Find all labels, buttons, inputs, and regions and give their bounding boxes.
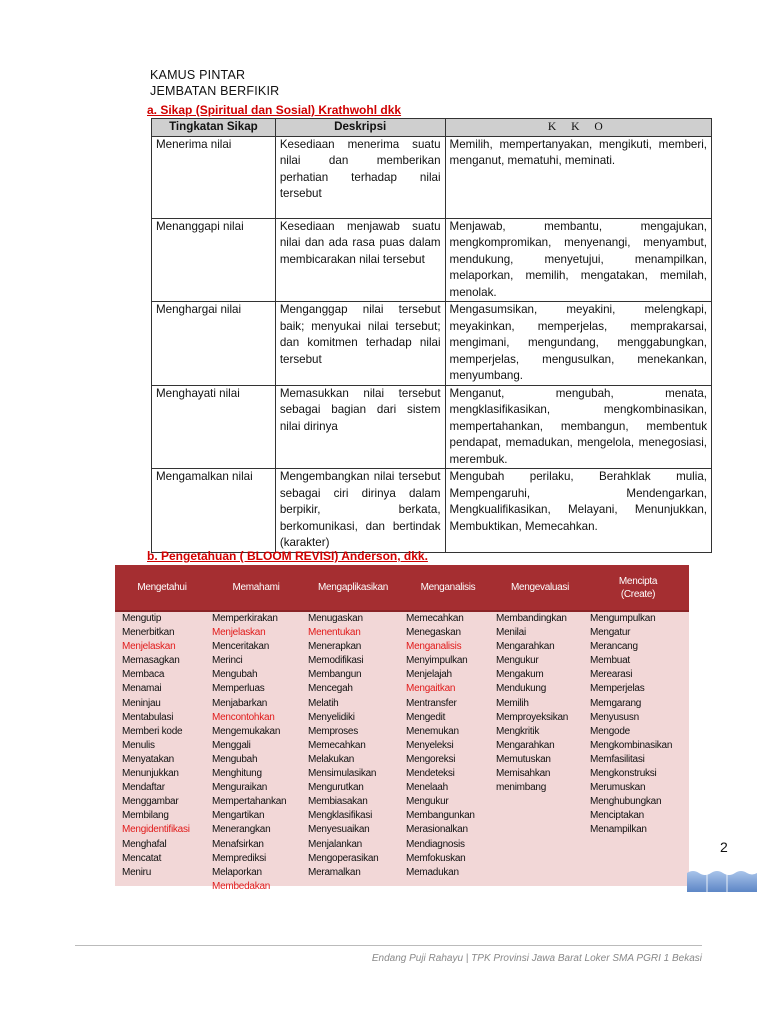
sikap-level: Menanggapi nilai [152,218,276,302]
list-item: Mencegah [308,683,353,695]
list-item: Menegaskan [406,627,461,639]
list-item: Mensimulasikan [308,768,377,780]
list-item: Mengkombinasikan [590,739,673,751]
bloom-header-mengetahui: Mengetahui [137,582,187,593]
list-item: Mengkonstruksi [590,768,657,780]
list-item: Menghubungkan [590,796,662,808]
list-item: Mencontohkan [212,711,275,723]
sikap-kko: Menjawab, membantu, mengajukan, mengkompromikan, menyenangi, menyambut, mendukung, menyetujui, menampilkan, melaporkan, memilih, mengatakan, memilah, menolak. [445,218,711,302]
list-item: Membangunkan [406,810,475,822]
list-item: Meninjau [122,697,161,709]
table-row [152,385,712,469]
list-item: Menugaskan [308,613,363,624]
list-item: Mendiagnosis [406,838,465,850]
list-item: Mengkritik [496,725,540,737]
list-item: Mengukur [496,655,539,667]
list-item: menimbang [496,782,547,794]
bloom-header-mengaplikasikan: Mengaplikasikan [318,582,388,593]
sikap-desc: Kesediaan menerima suatu nilai dan memberikan perhatian terhadap nilai tersebut [275,136,445,218]
list-item: Menghafal [122,838,167,850]
sikap-header-kko: K K O [445,119,711,137]
list-item: Membandingkan [496,613,567,624]
list-item: Mengode [590,725,630,737]
list-item: Menjabarkan [212,697,268,709]
sikap-desc: Memasukkan nilai tersebut sebagai bagian dari sistem nilai dirinya [275,385,445,469]
bloom-column-mencipta [590,612,672,838]
list-item: Menyeleksi [406,739,454,751]
list-item: Memfokuskan [406,852,466,864]
footer-text: Endang Puji Rahayu | TPK Provinsi Jawa Barat Loker SMA PGRI 1 Bekasi [371,953,702,964]
list-item: Membilang [122,810,169,822]
list-item: Memprediksi [212,852,266,864]
list-item: Memgarang [590,697,642,709]
sikap-level: Mengamalkan nilai [152,469,276,553]
list-item: Mengukur [406,796,449,808]
list-item: Membiasakan [308,796,368,808]
sikap-table [151,118,712,553]
list-item: Membaca [122,669,165,681]
list-item: Menjelaskan [212,627,266,639]
list-item: Menulis [122,739,155,751]
bloom-header-mengevaluasi: Mengevaluasi [510,582,570,593]
list-item: Mengklasifikasi [308,810,373,822]
list-item: Merasionalkan [406,824,468,836]
sikap-desc: Mengembangkan nilai tersebut sebagai ciri dirinya dalam berpikir, berkata, berkomunikasi, dan bertindak (karakter) [275,469,445,553]
list-item: Memutuskan [496,753,551,765]
list-item: Menjalankan [308,838,362,850]
list-item: Mengoperasikan [308,852,379,864]
list-item: Menjelaskan [122,641,176,653]
list-item: Menafsirkan [212,838,264,850]
list-item: Memadukan [406,866,459,878]
bloom-column-mengevaluasi [496,612,568,795]
section-a-title: a. Sikap (Spiritual dan Sosial) Krathwohl dkk [147,103,402,117]
sikap-kko: Memilih, mempertanyakan, mengikuti, memberi, menganut, mematuhi, meminati. [445,136,711,218]
list-item: Membangun [308,669,362,681]
list-item: Memperjelas [590,683,645,695]
list-item: Meramalkan [308,866,361,878]
table-row [152,469,712,553]
list-item: Memperkirakan [212,613,278,624]
sikap-header-row [152,119,712,137]
sikap-kko: Mengasumsikan, meyakini, melengkapi, meyakinkan, memperjelas, memprakarsai, mengimani, mengundang, menggabungkan, memperjelas, mengusulkan, menekankan, menyumbang. [445,302,711,386]
list-item: Menerapkan [308,641,362,653]
list-item: Memodifikasi [308,655,364,667]
list-item: Memproses [308,725,358,737]
bloom-header-memahami: Memahami [232,582,280,593]
bloom-column-mengaplikasikan [308,612,378,880]
section-b-title: b. Pengetahuan ( BLOOM REVISI) Anderson, dkk. [147,549,428,563]
table-row [152,302,712,386]
list-item: Mengarahkan [496,739,555,751]
bloom-table [115,565,689,892]
list-item: Menghitung [212,768,262,780]
list-item: Menamai [122,683,162,695]
list-item: Menerbitkan [122,627,175,639]
sikap-header-desc: Deskripsi [275,119,445,137]
page-tab-decoration [687,869,757,892]
list-item: Merinci [212,655,243,667]
list-item: Memecahkan [308,739,366,751]
list-item: Memisahkan [496,768,551,780]
list-item: Melatih [308,697,339,709]
bloom-column-memahami [212,612,286,894]
page-number: 2 [720,839,728,855]
list-item: Memproyeksikan [496,711,569,723]
bloom-column-mengetahui [122,612,190,880]
list-item: Mengumpulkan [590,613,656,624]
sikap-header-level: Tingkatan Sikap [152,119,276,137]
bloom-header-row [115,565,689,612]
list-item: Mengarahkan [496,641,555,653]
list-item: Mengartikan [212,810,265,822]
bloom-header-menganalisis: Menganalisis [420,582,476,593]
table-row [152,136,712,218]
list-item: Mengutip [122,613,162,624]
list-item: Menceritakan [212,641,270,653]
list-item: Menemukan [406,725,459,737]
list-item: Mengakum [496,669,544,681]
list-item: Melakukan [308,753,355,765]
bloom-header-mencipta: Mencipta (Create) [618,575,658,600]
list-item: Mengaitkan [406,683,456,695]
table-row [152,218,712,302]
list-item: Merearasi [590,669,633,681]
list-item: Mengoreksi [406,753,456,765]
list-item: Mendaftar [122,782,165,794]
list-item: Memilih [496,697,529,709]
list-item: Mempertahankan [212,796,287,808]
list-item: Menjelajah [406,669,452,681]
sikap-kko: Menganut, mengubah, menata, mengklasifikasikan, mengkombinasikan, mempertahankan, membangun, membentuk pendapat, memadukan, mengelola, menegosiasi, merembuk. [445,385,711,469]
list-item: Mengubah [212,753,258,765]
list-item: Menciptakan [590,810,644,822]
list-item: Mentransfer [406,697,457,709]
list-item: Menggambar [122,796,179,808]
sikap-level: Menerima nilai [152,136,276,218]
list-item: Menyatakan [122,753,174,765]
list-item: Menyesuaikan [308,824,370,836]
list-item: Membuat [590,655,630,667]
list-item: Menentukan [308,627,361,639]
header-title: KAMUS PINTAR [150,68,246,82]
list-item: Melaporkan [212,866,262,878]
list-item: Memasagkan [122,655,180,667]
header-subtitle: JEMBATAN BERFIKIR [150,84,280,98]
list-item: Menyimpulkan [406,655,468,667]
list-item: Memfasilitasi [590,753,645,765]
list-item: Menelaah [406,782,448,794]
list-item: Meniru [122,866,152,878]
list-item: Mendeteksi [406,768,455,780]
list-item: Mengatur [590,627,631,639]
list-item: Mentabulasi [122,711,174,723]
list-item: Mengidentifikasi [122,824,190,836]
list-item: Menguraikan [212,782,268,794]
list-item: Menilai [496,627,526,639]
list-item: Mengubah [212,669,258,681]
list-item: Membedakan [212,880,271,892]
sikap-desc: Kesediaan menjawab suatu nilai dan ada rasa puas dalam membicarakan nilai tersebut [275,218,445,302]
sikap-kko: Mengubah perilaku, Berahklak mulia, Mempengaruhi, Mendengarkan, Mengkualifikasikan, Melayani, Menunjukkan, Membuktikan, Memecahkan. [445,469,711,553]
list-item: Mencatat [122,852,162,864]
sikap-level: Menghayati nilai [152,385,276,469]
list-item: Mengemukakan [212,725,281,737]
list-item: Menggali [212,739,251,751]
bloom-column-menganalisis [406,612,475,880]
list-item: Merancang [590,641,638,653]
footer-divider [75,945,702,946]
list-item: Menganalisis [406,641,462,653]
list-item: Mengurutkan [308,782,364,794]
list-item: Memperluas [212,683,265,695]
sikap-desc: Menganggap nilai tersebut baik; menyukai nilai tersebut; dan komitmen terhadap nilai tersebut [275,302,445,386]
list-item: Menampilkan [590,824,647,836]
list-item: Merumuskan [590,782,646,794]
list-item: Menerangkan [212,824,271,836]
list-item: Memecahkan [406,613,464,624]
list-item: Mendukung [496,683,547,695]
list-item: Menyususn [590,711,639,723]
list-item: Menyelidiki [308,711,355,723]
list-item: Menunjukkan [122,768,179,780]
list-item: Mengedit [406,711,446,723]
list-item: Memberi kode [122,725,183,737]
sikap-level: Menghargai nilai [152,302,276,386]
